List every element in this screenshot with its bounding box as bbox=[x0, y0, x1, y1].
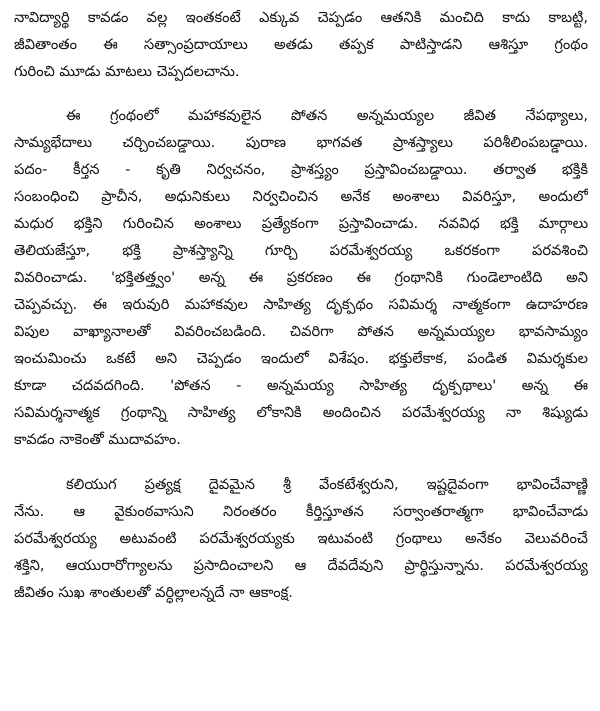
text-line: కావడం నాకెంతో ముదావహం. bbox=[14, 431, 181, 448]
paragraph-spacer bbox=[14, 453, 588, 471]
text-line: చెప్పవచ్చు. ఈ ఇరువురి మహాకవుల సాహిత్య దృక్పథం సవిమర్శ నాత్మకంగా ఉదాహరణ bbox=[14, 296, 588, 313]
text-line: వివరించాడు. 'భక్తితత్త్వం' అన్న ఈ ప్రకరణం ఈ గ్రంథానికి గుండెలాంటిది అని bbox=[14, 269, 588, 286]
text-line: నేను. ఆ వైకుంఠవాసుని నిరంతరం కీర్తిస్తూతన సర్వాంతరాత్మగా భావించేవాడు bbox=[14, 503, 588, 520]
text-line: తెలియజేస్తూ, భక్తి ప్రాశస్త్యాన్ని గూర్చి పరమేశ్వరయ్య ఒకరకంగా పరవశించి bbox=[14, 242, 588, 259]
paragraph-2 bbox=[14, 102, 588, 453]
text-line: గురించి మూడు మాటలు చెప్పదలచాను. bbox=[14, 63, 240, 80]
paragraph-3 bbox=[14, 471, 588, 606]
text-line: పరమేశ్వరయ్య అటువంటి పరమేశ్వరయ్యకు ఇటువంటి గ్రంథాలు అనేకం వెలువరించే bbox=[14, 530, 588, 547]
text-line: సంబంధించి ప్రాచీన, అధునికులు నిర్వచించిన అనేక అంశాలు వివరిస్తూ, అందులో bbox=[14, 188, 588, 205]
text-line: కూడా చదవదగింది. 'పోతన - అన్నమయ్య సాహిత్య దృక్పథాలు' అన్న ఈ bbox=[14, 377, 588, 394]
text-line: ఈ గ్రంథంలో మహాకవులైన పోతన అన్నమయ్యల జీవిత నేపథ్యాలు, bbox=[66, 107, 588, 124]
text-line: మధుర భక్తిని గురించిన అంశాలు ప్రత్యేకంగా ప్రస్తావించాడు. నవవిధ భక్తి మార్గాలు bbox=[14, 215, 588, 232]
text-line: జీవితాంతం ఈ సత్సాంప్రదాయాలు అతడు తప్పక పాటిస్తాడని ఆశిస్తూ గ్రంథం bbox=[14, 36, 588, 53]
text-line: జీవితం సుఖ శాంతులతో వర్ధిల్లాలన్నదే నా ఆకాంక్ష. bbox=[14, 584, 293, 601]
text-line: కలియుగ ప్రత్యక్ష దైవమైన శ్రీ వేంకటేశ్వరుని, ఇష్టదైవంగా భావించేవాణ్ణి bbox=[66, 476, 588, 493]
text-line: సవిమర్శనాత్మక గ్రంథాన్ని సాహిత్య లోకానికి అందించిన పరమేశ్వరయ్య నా శిష్యుడు bbox=[14, 404, 588, 421]
text-line: పదం- కీర్తన - కృతి నిర్వచనం, ప్రాశస్త్యం ప్రస్తావించబడ్డాయి. తర్వాత భక్తికి bbox=[14, 161, 588, 178]
text-line: నావిద్యార్థి కావడం వల్ల ఇంతకంటే ఎక్కువ చెప్పడం ఆతనికి మంచిది కాదు కాబట్టి, bbox=[14, 9, 588, 26]
text-line: శక్తిని, ఆయురారోగ్యాలను ప్రసాదించాలని ఆ దేవదేవుని ప్రార్థిస్తున్నాను. పరమేశ్వరయ్య bbox=[14, 557, 588, 574]
text-line: సామ్యభేదాలు చర్చించబడ్డాయి. పురాణ భాగవత ప్రాశస్త్యాలు పరిశీలింపబడ్డాయి. bbox=[14, 134, 588, 151]
paragraph-spacer bbox=[14, 85, 588, 102]
text-line: విపుల వాఖ్యానాలతో వివరించబడింది. చివరిగా పోతన అన్నమయ్యల భావసామ్యం bbox=[14, 323, 588, 340]
text-line: ఇంచుమించు ఒకటే అని చెప్పడం ఇందులో విశేషం. భక్తులేకాక, పండిత విమర్శకుల bbox=[14, 350, 588, 367]
paragraph-1 bbox=[14, 4, 588, 85]
